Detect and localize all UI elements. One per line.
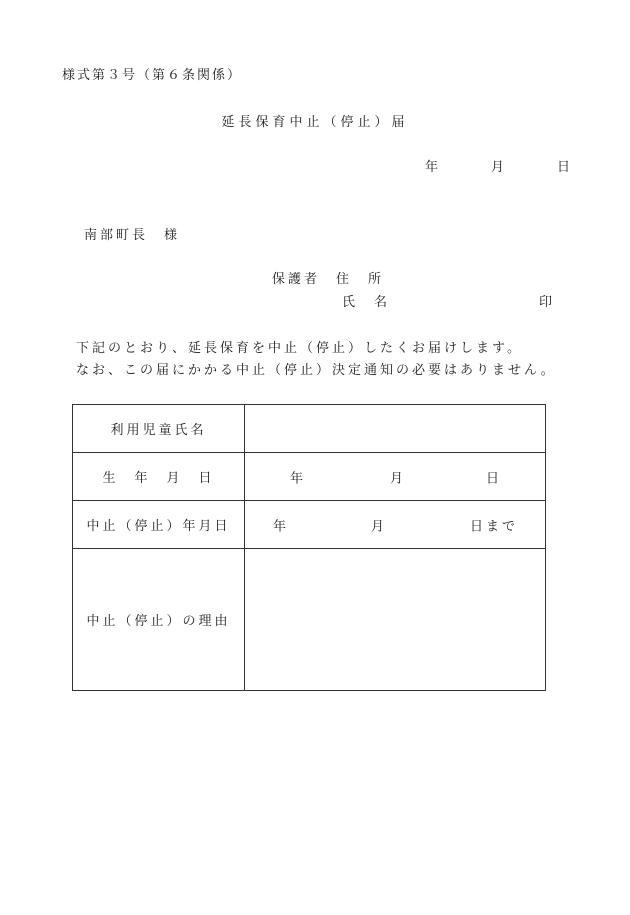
date-month-label: 月 xyxy=(491,160,505,175)
form-number: 様式第３号（第６条関係） xyxy=(62,68,243,83)
birthdate-day-label: 日 xyxy=(486,471,500,486)
table-row xyxy=(73,549,546,691)
info-table xyxy=(72,404,546,691)
date-day-label: 日 xyxy=(557,160,571,175)
birthdate-field[interactable] xyxy=(245,453,546,501)
stop-date-label: 中止（停止）年月日 xyxy=(73,501,245,549)
addressee xyxy=(84,229,177,242)
document-title: 延長保育中止（停止）届 xyxy=(221,115,409,130)
birthdate-year-label: 年 xyxy=(290,471,304,486)
applicant-label: 保護者 xyxy=(272,272,321,287)
address-label: 住 所 xyxy=(336,272,385,287)
name-label: 氏 名 xyxy=(342,295,391,310)
addressee-honorific: 様 xyxy=(164,228,178,243)
stop-date-field[interactable] xyxy=(245,501,546,549)
body-line-2: なお、この届にかかる中止（停止）決定通知の必要はありません。 xyxy=(76,363,557,378)
stop-date-year-label: 年 xyxy=(273,519,287,534)
table-row xyxy=(73,405,546,453)
body-line-1: 下記のとおり、延長保育を中止（停止）したくお届けします。 xyxy=(76,341,523,356)
date-year-label: 年 xyxy=(425,160,439,175)
birthdate-month-label: 月 xyxy=(390,471,404,486)
table-row xyxy=(73,453,546,501)
table-row xyxy=(73,501,546,549)
stop-reason-field[interactable] xyxy=(245,549,546,691)
birthdate-label: 生 年 月 日 xyxy=(73,453,245,501)
stop-reason-label: 中止（停止）の理由 xyxy=(73,549,245,691)
child-name-field[interactable] xyxy=(245,405,546,453)
child-name-label: 利用児童氏名 xyxy=(73,405,245,453)
seal-mark: 印 xyxy=(539,295,553,310)
addressee-name: 南部町長 xyxy=(84,228,149,243)
stop-date-month-label: 月 xyxy=(371,519,385,534)
stop-date-day-label: 日まで xyxy=(470,519,519,534)
